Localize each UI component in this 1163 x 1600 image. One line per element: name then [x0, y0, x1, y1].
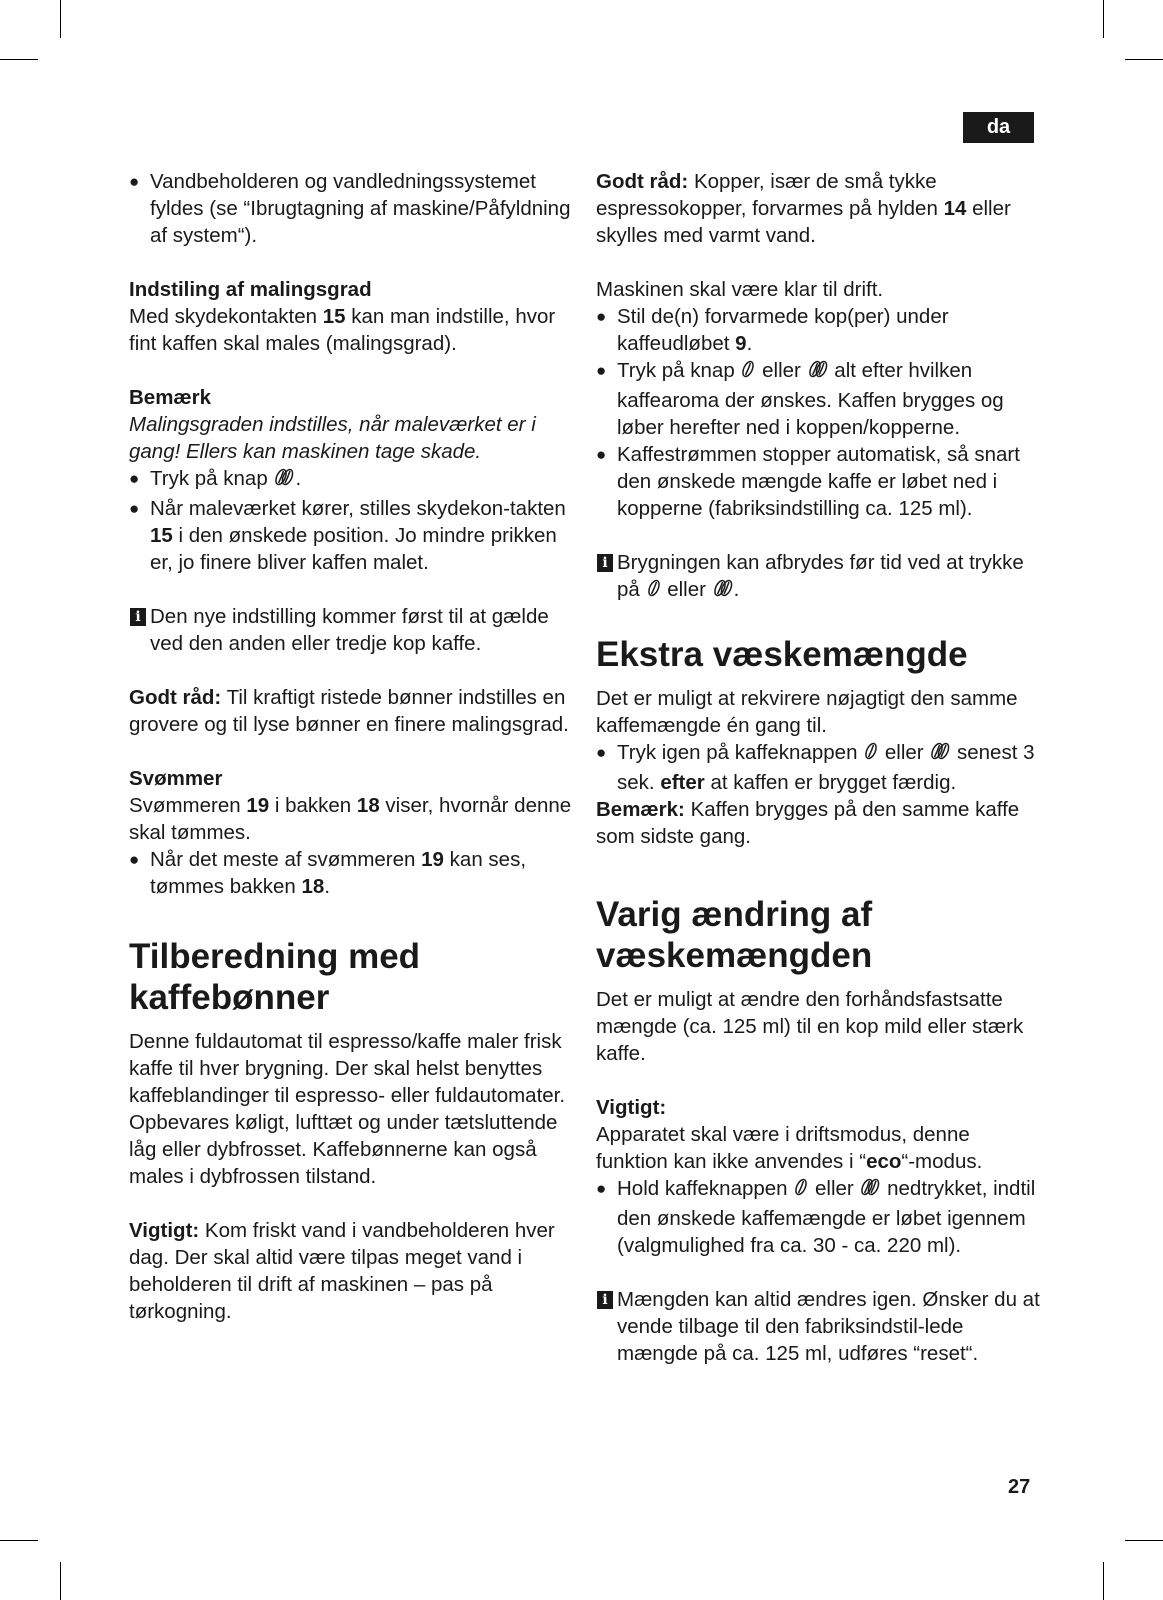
- section-title-beans: Tilberedning med kaffebønner: [129, 937, 421, 1017]
- tip-cups: Godt råd: Kopper, især de små tykke espressokopper, forvarmes på hylden 14 eller skylles med varmt vand.: [596, 170, 1011, 247]
- single-bean-icon: [740, 358, 756, 387]
- grind-heading: Indstiling af malingsgrad: [129, 278, 372, 301]
- double-bean-icon: [807, 358, 829, 387]
- bullet-hold-button: ● Hold kaffeknappen eller nedtrykket, indtil den ønskede kaffemængde er løbet igennem (valgmulighed fra ca. 30 - ca. 220 ml).: [596, 1175, 1046, 1259]
- double-bean-icon: [712, 577, 734, 606]
- bullet-press-coffee: ● Tryk på knap eller alt efter hvilken kaffearoma der ønskes. Kaffen brygges og løber herefter ned i koppen/kopperne.: [596, 357, 1046, 441]
- note-text: Malingsgraden indstilles, når maleværket er i gang! Ellers kan maskinen tage skade.: [129, 413, 536, 463]
- single-bean-icon: [646, 577, 662, 606]
- section-title-permanent: Varig ændring af væskemængden: [596, 895, 873, 975]
- info-icon: i: [130, 608, 146, 626]
- crop-mark: [1103, 1562, 1104, 1600]
- crop-mark: [60, 0, 61, 38]
- info-icon: i: [597, 1291, 613, 1309]
- bullet-empty-tray: ● Når det meste af svømmeren 19 kan ses, tømmes bakken 18.: [129, 846, 575, 900]
- beans-paragraph: Denne fuldautomat til espresso/kaffe maler frisk kaffe til hver brygning. Der skal helst benyttes kaffeblandinger til espresso- eller fuldautomater. Opbevares køligt, lufttæt og under tætsluttende låg eller dybfrosset. Kaffebønnerne kan også males i dybfrossen tilstand.: [129, 1030, 566, 1188]
- info-reset: i Mængden kan altid ændres igen. Ønsker du at vende tilbage til den fabriksindstil-lede mængde på ca. 125 ml, udføres “reset“.: [596, 1286, 1046, 1367]
- language-tab: da: [963, 112, 1034, 143]
- crop-mark: [60, 1562, 61, 1600]
- float-paragraph: Svømmeren 19 i bakken 18 viser, hvornår denne skal tømmes.: [129, 794, 572, 844]
- crop-mark: [1125, 1540, 1163, 1541]
- crop-mark: [0, 1540, 38, 1541]
- important-paragraph: Apparatet skal være i driftsmodus, denne funktion kan ikke anvendes i “eco“-modus.: [596, 1123, 983, 1173]
- note-same-coffee: Bemærk: Kaffen brygges på den samme kaffe som sidste gang.: [596, 798, 1020, 848]
- double-bean-icon: [859, 1176, 881, 1205]
- double-bean-icon: [273, 466, 295, 495]
- crop-mark: [1103, 0, 1104, 38]
- crop-mark: [0, 59, 38, 60]
- bullet-fill-water: ● Vandbeholderen og vandledningssystemet fyldes (se “Ibrugtagning af maskine/Påfyldning af system“).: [129, 168, 575, 249]
- float-heading: Svømmer: [129, 767, 223, 790]
- extra-paragraph: Det er muligt at rekvirere nøjagtigt den samme kaffemængde én gang til.: [596, 687, 1018, 737]
- double-bean-icon: [929, 740, 951, 769]
- crop-mark: [1125, 59, 1163, 60]
- page-number: 27: [1008, 1476, 1031, 1498]
- bullet-auto-stop: ● Kaffestrømmen stopper automatisk, så snart den ønskede mængde kaffe er løbet ned i kopperne (fabriksindstilling ca. 125 ml).: [596, 441, 1046, 522]
- important-water: Vigtigt: Kom friskt vand i vandbeholderen hver dag. Der skal altid være tilpas meget vand i beholderen til drift af maskinen – pas på tørkogning.: [129, 1219, 555, 1323]
- single-bean-icon: [793, 1176, 809, 1205]
- bullet-press-again: ● Tryk igen på kaffeknappen eller senest 3 sek. efter at kaffen er brygget færdig.: [596, 739, 1046, 796]
- section-title-extra: Ekstra væskemængde: [596, 635, 968, 674]
- single-bean-icon: [863, 740, 879, 769]
- important-heading: Vigtigt:: [596, 1096, 667, 1119]
- permanent-paragraph: Det er muligt at ændre den forhåndsfastsatte mængde (ca. 125 ml) til en kop mild eller stærk kaffe.: [596, 988, 1024, 1065]
- info-interrupt: i Brygningen kan afbrydes før tid ved at trykke på eller .: [596, 549, 1046, 606]
- note-heading: Bemærk: [129, 386, 212, 409]
- right-column: [596, 168, 1046, 1367]
- ready-text: Maskinen skal være klar til drift.: [596, 278, 884, 301]
- bullet-press-button: ● Tryk på knap .: [129, 465, 575, 495]
- bullet-adjust-slider: ● Når maleværket kører, stilles skydekon-takten 15 i den ønskede position. Jo mindre prikken er, jo finere bliver kaffen malet.: [129, 495, 575, 576]
- grind-paragraph: Med skydekontakten 15 kan man indstille, hvor fint kaffen skal males (malingsgrad).: [129, 305, 556, 355]
- bullet-place-cups: ● Stil de(n) forvarmede kop(per) under kaffeudløbet 9.: [596, 303, 1046, 357]
- info-icon: i: [597, 554, 613, 572]
- left-column: [129, 168, 575, 1325]
- tip-grind: Godt råd: Til kraftigt ristede bønner indstilles en grovere og til lyse bønner en finere malingsgrad.: [129, 686, 569, 736]
- info-note-setting: i Den nye indstilling kommer først til at gælde ved den anden eller tredje kop kaffe.: [129, 603, 575, 657]
